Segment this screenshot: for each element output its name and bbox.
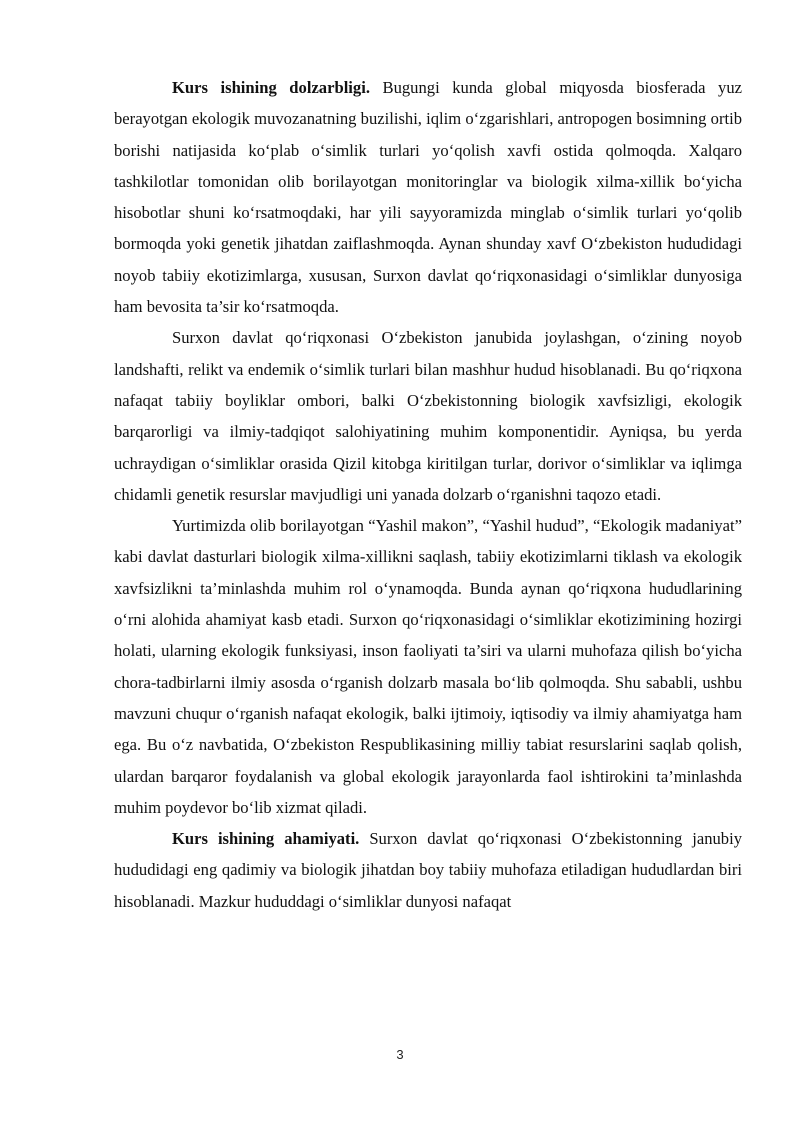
paragraph-relevance — [114, 72, 742, 322]
body-text — [114, 72, 742, 917]
paragraph-text: Surxon davlat qo‘riqxonasi O‘zbekistonning janubiy hududidagi eng qadimiy va biologik jihatdan boy tabiiy muhofaza etiladigan hududlardan biri hisoblanadi. Mazkur hududdagi o‘simliklar dunyosi nafaqat — [114, 829, 743, 911]
paragraph-text: Surxon davlat qo‘riqxonasi O‘zbekiston janubida joylashgan, o‘zining noyob landshafti, relikt va endemik o‘simlik turlari bilan mashhur hudud hisoblanadi. Bu qo‘riqxona nafaqat tabiiy boyliklar ombori, balki O‘zbekistonning biologik xavfsizligi, ekologik barqarorligi va ilmiy-tadqiqot salohiyatining muhim komponentidir. Ayniqsa, bu yerda uchraydigan o‘simliklar orasida Qizil kitobga kiritilgan turlar, dorivor o‘simliklar va iqlimga chidamli genetik resurslar mavjudligi uni yanada dolzarb o‘rganishni taqozo etadi. — [114, 328, 742, 504]
paragraph-reserve-description — [114, 322, 742, 510]
heading-importance: Kurs ishining ahamiyati. — [172, 829, 360, 849]
page-number: 3 — [396, 1047, 404, 1062]
paragraph-importance — [114, 823, 742, 917]
paragraph-text: Bugungi kunda global miqyosda biosferada yuz berayotgan ekologik muvozanatning buzilishi, iqlim o‘zgarishlari, antropogen bosimning ortib borishi natijasida ko‘plab o‘simlik turlari yo‘qolish xavfi ostida qolmoqda. Xalqaro tashkilotlar tomonidan olib borilayotgan monitoringlar va biologik xilma-xillik bo‘yicha hisobotlar shuni ko‘rsatmoqdaki, har yili sayyoramizda minglab o‘simlik turlari yo‘qolib bormoqda yoki genetik jihatdan zaiflashmoqda. Aynan shunday xavf O‘zbekiston hududidagi noyob tabiiy ekotizimlarga, xususan, Surxon davlat qo‘riqxonasidagi o‘simliklar dunyosiga ham bevosita ta’sir ko‘rsatmoqda. — [114, 78, 742, 317]
paragraph-state-programs — [114, 510, 742, 823]
heading-relevance: Kurs ishining dolzarbligi. — [172, 78, 370, 97]
paragraph-text: Yurtimizda olib borilayotgan “Yashil makon”, “Yashil hudud”, “Ekologik madaniyat” kabi davlat dasturlari biologik xilma-xillikni saqlash, tabiiy ekotizimlarni tiklash va ekologik xavfsizlikni ta’minlashda muhim rol o‘ynamoqda. Bunda aynan qo‘riqxona hududlarining o‘rni alohida ahamiyat kasb etadi. Surxon qo‘riqxonasidagi o‘simliklar ekotizimining hozirgi holati, ularning ekologik funksiyasi, inson faoliyati ta’siri va ularni muhofaza qilish bo‘yicha chora-tadbirlarni ilmiy asosda o‘rganish dolzarb masala bo‘lib qolmoqda. Shu sababli, ushbu mavzuni chuqur o‘rganish nafaqat ekologik, balki ijtimoiy, iqtisodiy va ilmiy ahamiyatga ham ega. Bu o‘z navbatida, O‘zbekiston Respublikasining milliy tabiat resurslarini saqlab qolish, ulardan barqaror foydalanish va global ekologik jarayonlarda faol ishtirokini ta’minlashda muhim poydevor bo‘lib xizmat qiladi. — [114, 516, 742, 817]
